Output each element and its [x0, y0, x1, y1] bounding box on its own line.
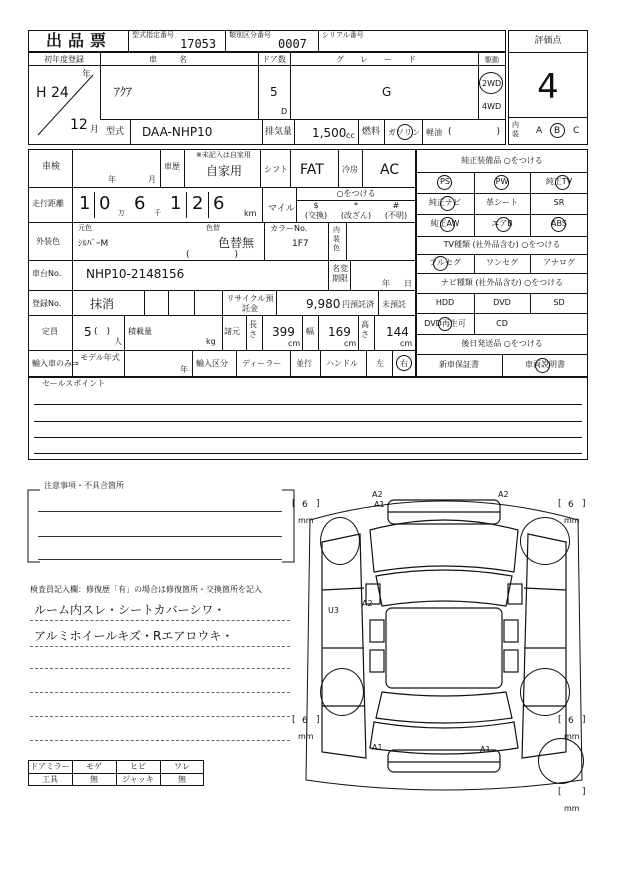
length-cm: cm	[288, 339, 301, 348]
grade-value: G	[382, 85, 392, 99]
interior-label: 内装	[512, 121, 519, 138]
later-manual-circle	[535, 358, 550, 373]
kata-value: 17053	[180, 37, 217, 51]
tbl-door-mirror: ドアミラー	[30, 762, 70, 771]
equip-genuine-navi-circle	[440, 196, 455, 211]
model-year-label: モデル年式	[80, 353, 120, 362]
tire-rear-right	[520, 668, 570, 716]
drive-2wd: 2WD	[482, 79, 502, 88]
load-label: 積載量	[128, 327, 152, 336]
history-label: 車歴	[164, 162, 180, 171]
doors-label: ドア数	[262, 55, 286, 64]
tire-spare-bracket: [	[558, 787, 562, 797]
tire-fl-mm: mm	[298, 516, 314, 525]
mileage-label: 走行距離	[32, 199, 64, 208]
doors-value: 5	[270, 85, 278, 99]
equip-pw: PW	[495, 177, 509, 186]
shaken-label: 車検	[42, 162, 61, 172]
ruibetsu-value: 0007	[278, 37, 307, 51]
equip-pw-circle	[494, 175, 509, 190]
meigi-day: 日	[404, 279, 412, 288]
handle-right-circle	[396, 355, 412, 371]
tire-fr-bracket-close: ]	[582, 499, 586, 509]
height-value: 144	[386, 325, 409, 339]
mark-note: ○をつける	[336, 189, 376, 198]
fuel-paren: ( )	[448, 127, 501, 137]
drive-label: 駆動	[485, 56, 499, 64]
import-dealer: ディーラー	[242, 359, 282, 368]
tire-rl-mm: mm	[298, 732, 314, 741]
tv-oneseg: ワンセグ	[486, 258, 518, 267]
equip-genuine-aw-circle	[440, 217, 455, 232]
mileage-digit-1: 1	[79, 193, 91, 214]
mark-u3: U3	[328, 606, 339, 615]
mileage-sen: 千	[154, 209, 161, 217]
equip-sr: SR	[553, 198, 565, 207]
mileage-digit-5: 2	[192, 193, 204, 214]
mark-dollar-sub: (交換)	[304, 211, 328, 220]
drive-2wd-circle	[479, 72, 503, 94]
tire-front-right	[520, 517, 570, 565]
interior-a: A	[536, 126, 543, 136]
mileage-digit-3: 6	[134, 193, 146, 214]
equip-leather: 革シート	[486, 198, 518, 207]
chassis-value: NHP10-2148156	[86, 267, 185, 281]
tire-spare-bracket-close: ]	[582, 787, 586, 797]
mark-a2-roof: A2	[362, 599, 373, 608]
length-label: 長さ	[249, 320, 257, 339]
equip-abs: ABS	[551, 219, 567, 228]
color-paren: ( )	[186, 250, 239, 260]
page-title: 出品票	[46, 31, 113, 50]
displacement-value: 1,500	[312, 126, 347, 140]
displacement-unit: cc	[346, 131, 355, 140]
handle-left: 左	[376, 359, 384, 368]
import-label: 輸入車のみ⇒	[32, 359, 79, 368]
mark-a2-front-right: A2	[498, 490, 509, 499]
mark-a2-front-left: A2	[372, 490, 383, 499]
displacement-label: 排気量	[265, 127, 293, 137]
tire-rl-bracket: [	[292, 715, 296, 725]
tire-fr-mm: mm	[564, 516, 580, 525]
equip-airbag: エアB	[491, 219, 513, 228]
tv-fullseg: フルセグ	[429, 258, 461, 267]
interior-c: C	[573, 126, 580, 136]
fuel-label: 燃料	[362, 127, 381, 137]
history-value: 自家用	[206, 164, 243, 178]
shift-label: シフト	[264, 165, 288, 174]
ruibetsu-label: 類別区分番号	[229, 31, 271, 39]
capacity-label: 定員	[42, 327, 58, 336]
tbl-jack-value: 無	[178, 775, 186, 784]
mark-a1-front-left: A1	[374, 500, 385, 509]
sales-point-box	[28, 377, 588, 460]
aircon-label: 冷房	[342, 165, 358, 174]
colorno-value: 1F7	[292, 239, 309, 249]
aircon-value: AC	[380, 162, 400, 178]
color-original-value: ｼﾙﾊﾞｰM	[78, 239, 109, 249]
navi-dvd-play: DVD再生可	[424, 319, 466, 328]
first-reg-month-unit: 月	[90, 125, 100, 135]
capacity-unit: 人	[114, 337, 122, 346]
notes-brackets	[26, 486, 296, 566]
mileage-km: km	[244, 209, 257, 218]
drive-4wd: 4WD	[482, 102, 502, 111]
recycle-label: リサイクル預託金	[226, 294, 274, 313]
fuel-gasoline: ガソリン	[388, 128, 420, 137]
grade-label: グレード	[336, 55, 432, 64]
fuel-diesel: 軽油	[426, 128, 442, 137]
reg-value: 抹消	[90, 297, 115, 311]
model-value: DAA-NHP10	[142, 125, 213, 139]
tire-front-left	[320, 517, 360, 565]
chassis-label: 車台No.	[32, 269, 62, 278]
meigi-year: 年	[382, 279, 390, 288]
tire-rr-mm: mm	[564, 732, 580, 741]
first-reg-month: 12	[70, 117, 88, 133]
tire-rr-bracket-close: ]	[582, 715, 586, 725]
recycle-unit: 円預託済	[342, 300, 374, 309]
equip-genuine-navi: 純正ナビ	[429, 198, 461, 207]
later-manual: 車両説明書	[525, 360, 565, 369]
tbl-crack-small: ヒビ	[130, 762, 146, 771]
first-reg-label: 初年度登録	[44, 55, 84, 64]
navi-hdd: HDD	[435, 298, 455, 307]
colorno-label: カラーNo.	[270, 224, 308, 233]
color-current-value: 色替無	[218, 236, 255, 250]
tire-rl-depth: 6	[302, 716, 308, 726]
mark-a1-rear-left: A1	[372, 743, 383, 752]
inspector-line-2: アルミホイールキズ・Rエアロウキ・	[34, 629, 234, 643]
interior-b: B	[554, 126, 561, 136]
tire-fl-bracket: [	[292, 499, 296, 509]
score-label: 評価点	[534, 36, 562, 46]
tire-rr-depth: 6	[568, 716, 574, 726]
equip-genuine-tv-circle	[555, 175, 570, 190]
mileage-digit-2: 0	[99, 193, 111, 214]
inspector-label: 検査員記入欄：修復歴「有」の場合は修復箇所・交換箇所を記入	[30, 585, 262, 594]
mileage-digit-4: 1	[170, 193, 182, 214]
mile-label: マイル	[268, 204, 295, 214]
load-unit: kg	[206, 337, 216, 346]
first-reg-year-unit: 年	[82, 70, 92, 80]
tire-spare	[538, 738, 584, 784]
capacity-value: 5	[84, 325, 92, 339]
tbl-crack: ワレ	[174, 762, 190, 771]
interior-color-label: 内装色	[333, 226, 340, 252]
meigi-label: 名変期限	[332, 264, 348, 283]
tbl-mirror-mark: モゲ	[86, 762, 102, 771]
width-label: 幅	[306, 327, 314, 336]
navi-cd: CD	[496, 319, 508, 328]
serial-label: シリアル番号	[322, 31, 364, 39]
navi-sd: SD	[553, 298, 565, 307]
tire-spare-mm: mm	[564, 804, 580, 813]
inspector-line-1: ルーム内スレ・シートカバーシワ・	[34, 603, 226, 617]
sales-point-label: セールスポイント	[42, 379, 106, 388]
equip-airbag-circle	[496, 217, 511, 232]
doors-suffix: D	[281, 107, 288, 116]
handle-label: ハンドル	[326, 359, 358, 368]
recycle-value: 9,980	[306, 297, 341, 311]
tire-fr-bracket: [	[558, 499, 562, 509]
tire-rear-left	[320, 668, 364, 716]
fuel-gasoline-circle	[397, 124, 413, 140]
width-cm: cm	[344, 339, 357, 348]
shaken-month: 月	[148, 175, 156, 184]
notes-label: 注意事項・不具合箇所	[44, 481, 124, 490]
equip-ps: PS	[440, 177, 450, 186]
mileage-digit-6: 6	[213, 193, 225, 214]
tbl-tools: 工具	[42, 775, 58, 784]
interior-b-circle	[550, 123, 565, 138]
equip-genuine-tv: 純正TV	[545, 177, 573, 186]
handle-right: 右	[400, 359, 408, 368]
shift-value: FAT	[300, 162, 324, 178]
first-reg-era: H 24	[36, 85, 69, 101]
tbl-tools-value: 無	[90, 775, 98, 784]
mark-star-sub: (改ざん)	[340, 211, 372, 220]
shaken-year: 年	[108, 175, 116, 184]
import-class-label: 輸入区分	[196, 359, 228, 368]
score-value: 4	[537, 67, 559, 107]
dims-label: 諸元	[224, 327, 240, 336]
tv-analog: アナログ	[543, 258, 575, 267]
genuine-title: 純正装備品 ○をつける	[461, 156, 543, 165]
width-value: 169	[328, 325, 351, 339]
tire-fr-depth: 6	[568, 500, 574, 510]
capacity-paren: ( )	[94, 327, 111, 337]
car-name-label: 車名	[149, 55, 209, 64]
length-value: 399	[272, 325, 295, 339]
mark-hash-sub: (不明)	[384, 211, 408, 220]
mileage-man: 万	[118, 209, 125, 217]
kata-label: 型式指定番号	[132, 31, 174, 39]
car-name-value: ｱｸｱ	[114, 85, 133, 99]
equip-abs-circle	[551, 217, 566, 232]
equip-genuine-aw: 純正AW	[430, 219, 460, 228]
tire-fl-depth: 6	[302, 500, 308, 510]
navi-dvd-play-circle	[438, 317, 452, 331]
color-original-label: 元色	[78, 224, 92, 232]
height-cm: cm	[400, 339, 413, 348]
tire-fl-bracket-close: ]	[316, 499, 320, 509]
navi-dvd: DVD	[493, 298, 511, 307]
reg-label: 登録No.	[32, 299, 62, 308]
equip-ps-circle	[437, 175, 452, 190]
color-label: 外装色	[36, 237, 60, 246]
mark-dollar: $	[313, 201, 319, 210]
later-title: 後日発送品 ○をつける	[461, 339, 543, 348]
tbl-jack: ジャッキ	[122, 775, 154, 784]
mark-star: *	[354, 201, 358, 210]
model-year-unit: 年	[180, 365, 188, 374]
navi-title: ナビ種類 (社外品含む) ○をつける	[440, 278, 564, 287]
mark-hash: #	[392, 201, 400, 210]
model-label: 型式	[106, 127, 125, 137]
tire-rr-bracket: [	[558, 715, 562, 725]
history-note: ※未記入は自家用	[196, 151, 251, 159]
tv-title: TV種類 (社外品含む) ○をつける	[443, 240, 561, 249]
color-current-label: 色替	[206, 224, 220, 232]
import-parallel: 並行	[296, 359, 312, 368]
tv-fullseg-circle	[433, 256, 448, 271]
tire-rl-bracket-close: ]	[316, 715, 320, 725]
mark-a1-rear-right: A1	[480, 745, 491, 754]
height-label: 高さ	[361, 320, 369, 339]
recycle-unpaid: 未預託	[382, 300, 406, 309]
later-warranty: 新車保証書	[439, 360, 479, 369]
